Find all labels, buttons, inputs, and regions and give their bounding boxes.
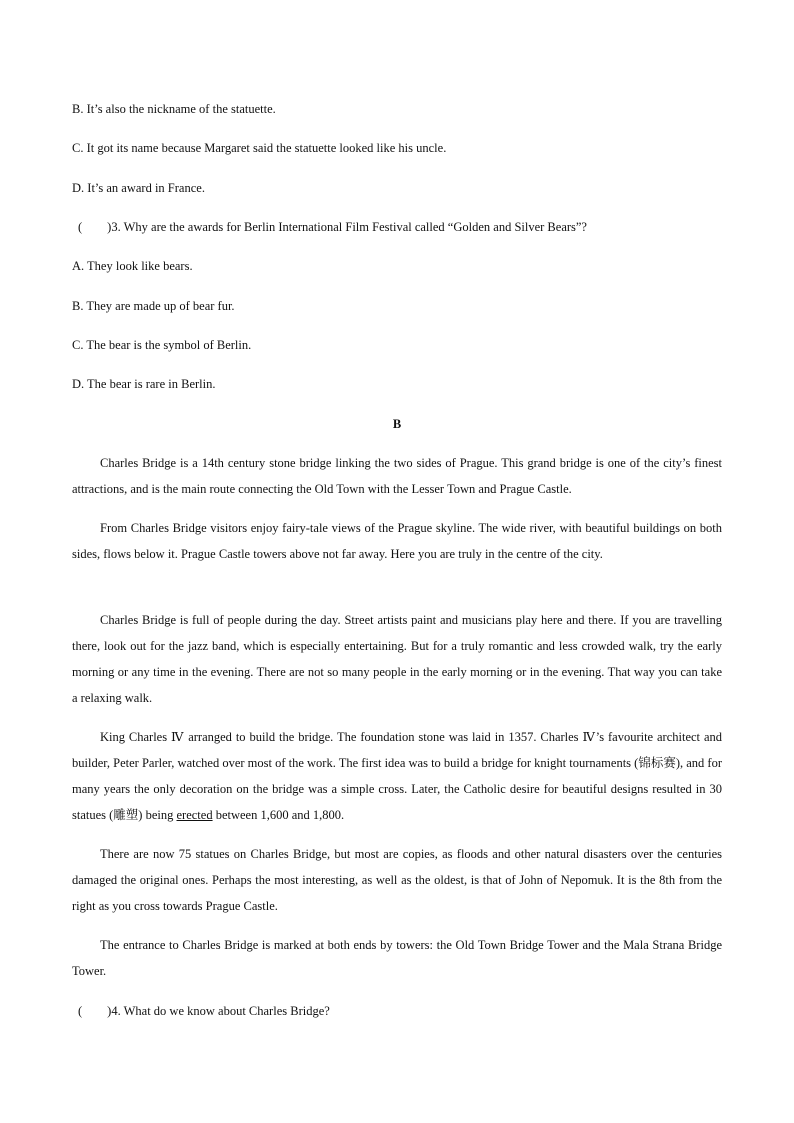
paragraph-4-text-before: King Charles Ⅳ arranged to build the bridge. The foundation stone was laid in 1357. Charles Ⅳ’s favourite architect and builder, Peter Parler, watched over most of the work. The first idea was to build a bridge for knight tournaments (锦标赛), and for many years the only decoration on the bridge was a simple cross. Later, the Catholic desire for beautiful designs resulted in 30 statues (雕塑) being [72,730,722,822]
option-a-q3: A. They look like bears. [72,259,193,273]
option-b-q3: B. They are made up of bear fur. [72,299,235,313]
option-b-q2: B. It’s also the nickname of the statuette. [72,102,276,116]
underlined-word-erected: erected [176,808,213,822]
question-4-stem: ( )4. What do we know about Charles Bridge? [78,1004,330,1018]
question-3-stem: ( )3. Why are the awards for Berlin International Film Festival called “Golden and Silver Bears”? [78,220,587,234]
section-b-heading: B [392,417,402,431]
paragraph-1: Charles Bridge is a 14th century stone bridge linking the two sides of Prague. This grand bridge is one of the city’s finest attractions, and is the main route connecting the Old Town with the Lesser Town and Prague Castle. [72,456,722,496]
paragraph-4-text-after: between 1,600 and 1,800. [212,808,345,822]
option-d-q3: D. The bear is rare in Berlin. [72,377,216,391]
paragraph-4 [72,724,722,828]
option-c-q3: C. The bear is the symbol of Berlin. [72,338,252,352]
paragraph-5: There are now 75 statues on Charles Bridge, but most are copies, as floods and other natural disasters over the centuries damaged the original ones. Perhaps the most interesting, as well as the oldest, is that of John of Nepomuk. It is the 8th from the right as you cross towards Prague Castle. [72,847,722,913]
option-d-q2: D. It’s an award in France. [72,181,205,195]
option-c-q2: C. It got its name because Margaret said the statuette looked like his uncle. [72,141,447,155]
paragraph-2: From Charles Bridge visitors enjoy fairy-tale views of the Prague skyline. The wide river, with beautiful buildings on both sides, flows below it. Prague Castle towers above not far away. Here you are truly in the centre of the city. [72,521,722,561]
paragraph-3: Charles Bridge is full of people during the day. Street artists paint and musicians play here and there. If you are travelling there, look out for the jazz band, which is especially entertaining. But for a truly romantic and less crowded walk, try the early morning or any time in the evening. There are not so many people in the early morning or in the evening. That way you can take a relaxing walk. [72,613,722,705]
paragraph-6: The entrance to Charles Bridge is marked at both ends by towers: the Old Town Bridge Tower and the Mala Strana Bridge Tower. [72,938,722,978]
